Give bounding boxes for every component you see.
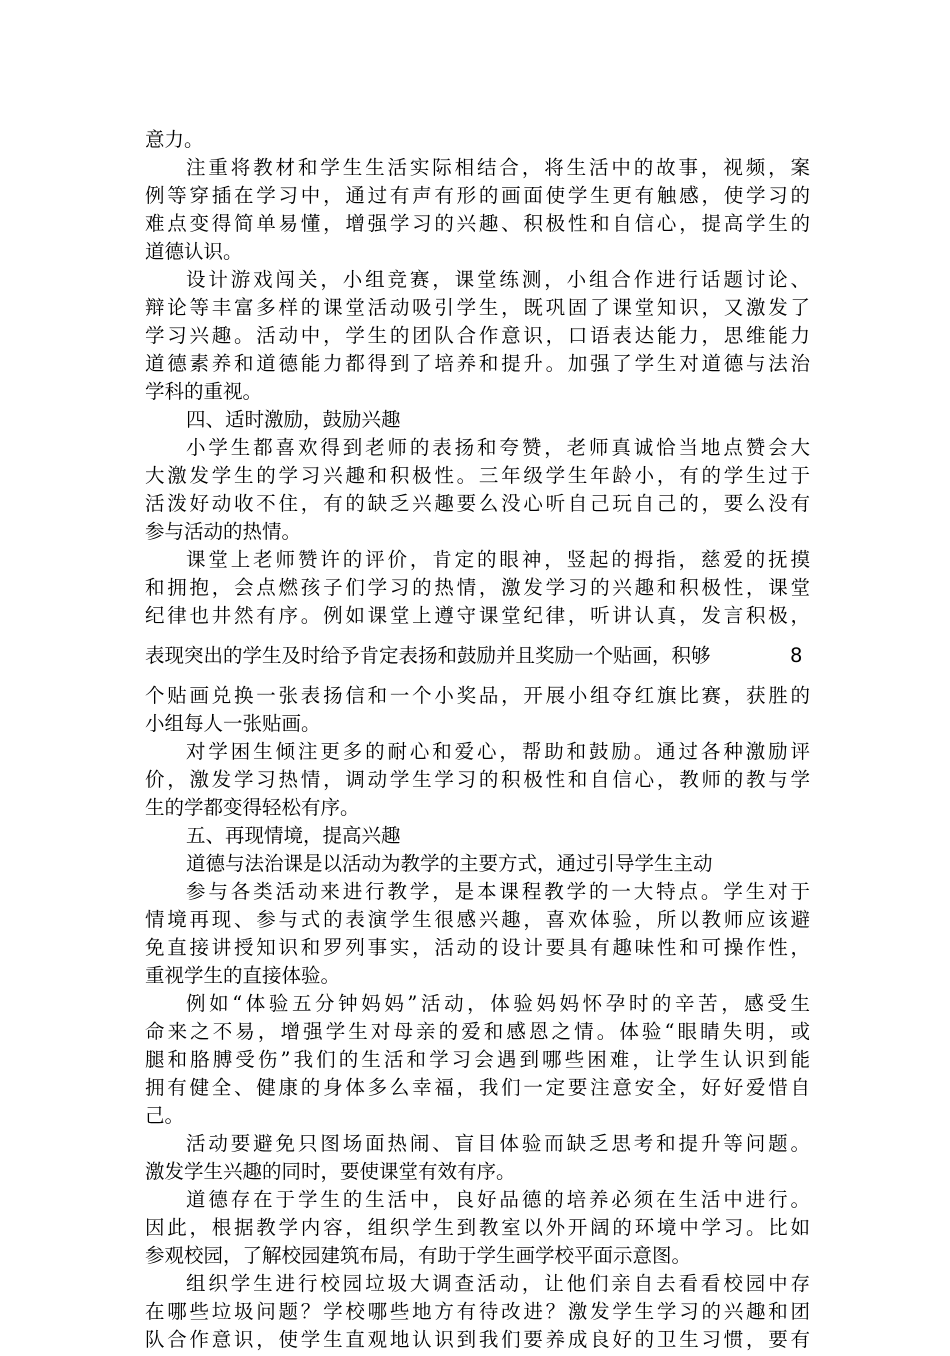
text-line: 活泼好动收不住，有的缺乏兴趣要么没心听自己玩自己的，要么没有 xyxy=(145,492,810,515)
text-line: 学科的重视。 xyxy=(145,380,263,403)
text-line: 个贴画兑换一张表扬信和一个小奖品，开展小组夺红旗比赛，获胜的 xyxy=(145,684,810,707)
text-line: 价，激发学习热情，调动学生学习的积极性和自信心，教师的教与学 xyxy=(145,768,810,791)
text-line: 注重将教材和学生生活实际相结合，将生活中的故事，视频，案 xyxy=(186,156,810,179)
text-line: 队合作意识，使学生直观地认识到我们要养成良好的卫生习惯，要有 xyxy=(145,1328,810,1351)
text-line: 小学生都喜欢得到老师的表扬和夸赞，老师真诚恰当地点赞会大 xyxy=(186,436,810,459)
text-line: 难点变得简单易懂，增强学习的兴趣、积极性和自信心，提高学生的 xyxy=(145,212,810,235)
text-line: 活动要避免只图场面热闹、盲目体验而缺乏思考和提升等问题。 xyxy=(186,1132,810,1155)
text-line: 重视学生的直接体验。 xyxy=(145,964,341,987)
text-line: 在哪些垃圾问题？学校哪些地方有待改进？激发学生学习的兴趣和团 xyxy=(145,1300,810,1323)
text-line: 对学困生倾注更多的耐心和爱心，帮助和鼓励。通过各种激励评 xyxy=(186,740,810,763)
text-line: 参与各类活动来进行教学，是本课程教学的一大特点。学生对于 xyxy=(186,880,810,903)
text-line: 拥有健全、健康的身体多么幸福，我们一定要注意安全，好好爱惜自 xyxy=(145,1076,810,1099)
text-line: 例如“体验五分钟妈妈”活动，体验妈妈怀孕时的辛苦，感受生 xyxy=(186,992,810,1015)
text-line: 生的学都变得轻松有序。 xyxy=(145,796,360,819)
text-line: 参与活动的热情。 xyxy=(145,520,302,543)
text-line: 小组每人一张贴画。 xyxy=(145,712,321,735)
text-line: 命来之不易，增强学生对母亲的爱和感恩之情。体验“眼睛失明，或 xyxy=(145,1020,810,1043)
text-line: 设计游戏闯关，小组竞赛，课堂练测，小组合作进行话题讨论、 xyxy=(186,268,810,291)
section-heading: 四、适时激励，鼓励兴趣 xyxy=(186,408,401,431)
text-line: 学习兴趣。活动中，学生的团队合作意识，口语表达能力，思维能力 xyxy=(145,324,810,347)
text-line: 激发学生兴趣的同时，要使课堂有效有序。 xyxy=(145,1160,516,1183)
text-number: 8 xyxy=(790,644,803,667)
text-line: 己。 xyxy=(145,1104,185,1127)
text-line: 辩论等丰富多样的课堂活动吸引学生，既巩固了课堂知识，又激发了 xyxy=(145,296,810,319)
section-heading: 五、再现情境，提高兴趣 xyxy=(186,824,401,847)
text-line: 道德素养和道德能力都得到了培养和提升。加强了学生对道德与法治 xyxy=(145,352,810,375)
text-line: 道德存在于学生的生活中，良好品德的培养必须在生活中进行。 xyxy=(186,1188,810,1211)
text-line: 表现突出的学生及时给予肯定表扬和鼓励并且奖励一个贴画，积够 xyxy=(145,644,711,667)
text-line: 腿和胳膊受伤”我们的生活和学习会遇到哪些困难，让学生认识到能 xyxy=(145,1048,810,1071)
text-line: 免直接讲授知识和罗列事实，活动的设计要具有趣味性和可操作性， xyxy=(145,936,810,959)
text-line: 因此，根据教学内容，组织学生到教室以外开阔的环境中学习。比如 xyxy=(145,1216,810,1239)
text-line: 参观校园，了解校园建筑布局，有助于学生画学校平面示意图。 xyxy=(145,1244,692,1267)
text-line: 道德认识。 xyxy=(145,240,243,263)
text-line: 和拥抱，会点燃孩子们学习的热情，激发学习的兴趣和积极性，课堂 xyxy=(145,576,810,599)
text-line: 例等穿插在学习中，通过有声有形的画面使学生更有触感，使学习的 xyxy=(145,184,810,207)
text-line: 纪律也井然有序。例如课堂上遵守课堂纪律，听讲认真，发言积极， xyxy=(145,604,810,627)
text-line: 大激发学生的学习兴趣和积极性。三年级学生年龄小，有的学生过于 xyxy=(145,464,810,487)
text-line: 情境再现、参与式的表演学生很感兴趣，喜欢体验，所以教师应该避 xyxy=(145,908,810,931)
text-line: 课堂上老师赞许的评价，肯定的眼神，竖起的拇指，慈爱的抚摸 xyxy=(186,548,810,571)
text-line: 组织学生进行校园垃圾大调查活动，让他们亲自去看看校园中存 xyxy=(186,1272,810,1295)
text-line: 意力。 xyxy=(145,128,204,151)
text-line: 道德与法治课是以活动为教学的主要方式，通过引导学生主动 xyxy=(186,852,713,875)
